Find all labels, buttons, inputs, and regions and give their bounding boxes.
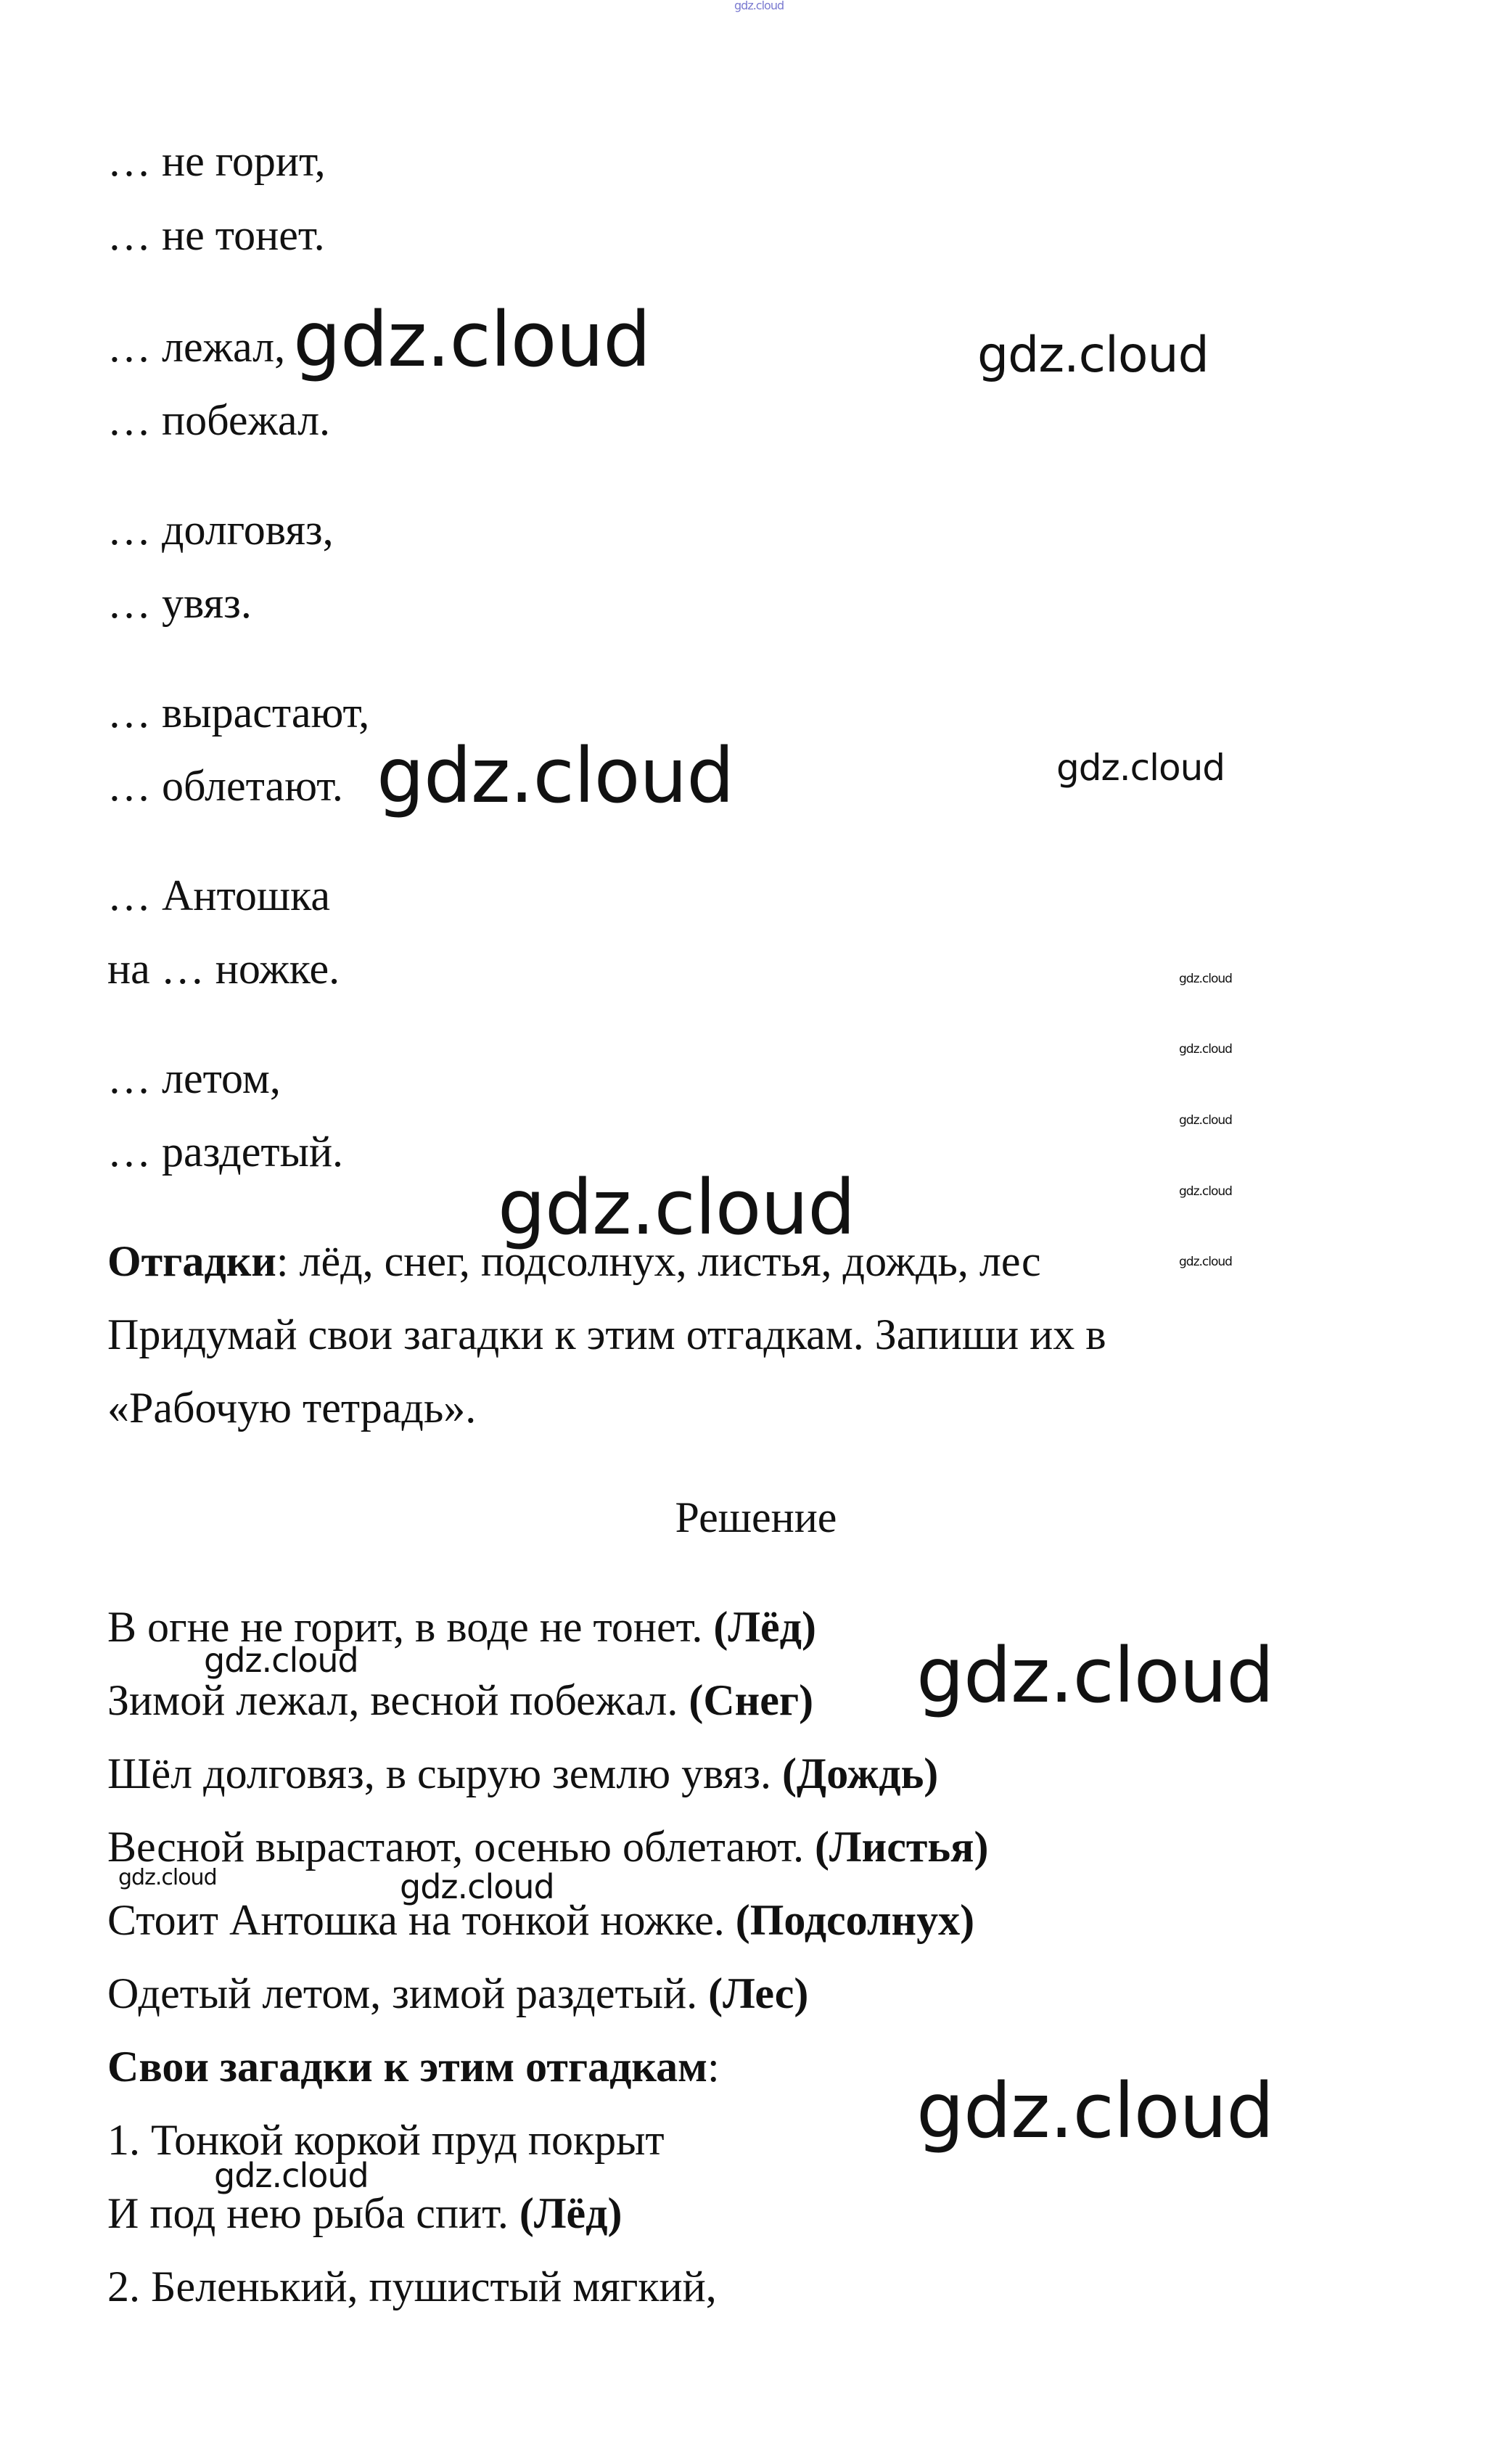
solution-text: В огне не горит, в воде не тонет. xyxy=(107,1603,714,1651)
solution-line-6 xyxy=(107,1967,808,2019)
answers-text: : лёд, снег, подсолнух, листья, дождь, лес xyxy=(276,1237,1041,1285)
own-riddles-colon: : xyxy=(707,2043,720,2091)
solution-text: Одетый летом, зимой раздетый. xyxy=(107,1969,709,2017)
watermark: gdz.cloud xyxy=(214,2156,369,2195)
own-riddles-heading xyxy=(107,2041,720,2093)
watermark: gdz.cloud xyxy=(1179,1042,1232,1057)
riddle-fragment-3: … лежал, xyxy=(107,323,286,371)
own-riddle-line-3: 2. Беленький, пушистый мягкий, xyxy=(107,2263,717,2310)
task-line-1: Придумай свои загадки к этим отгадкам. Запиши их в xyxy=(107,1311,1106,1358)
solution-answer: (Лёд) xyxy=(713,1603,816,1651)
solution-answer: (Лес) xyxy=(708,1969,809,2017)
solution-line-2 xyxy=(107,1674,813,1726)
watermark: gdz.cloud xyxy=(400,1867,554,1906)
riddle-fragment-11: … летом, xyxy=(107,1054,281,1102)
watermark: gdz.cloud xyxy=(498,1163,855,1252)
watermark: gdz.cloud xyxy=(377,731,734,820)
solution-text: Шёл долговяз, в сырую землю увяз. xyxy=(107,1750,782,1797)
solution-answer: (Снег) xyxy=(689,1676,814,1724)
watermark: gdz.cloud xyxy=(1179,1184,1232,1199)
solution-heading: Решение xyxy=(675,1493,837,1541)
riddle-fragment-6: … увяз. xyxy=(107,579,252,627)
solution-text: Зимой лежал, весной побежал. xyxy=(107,1676,689,1724)
riddle-fragment-4: … побежал. xyxy=(107,396,331,444)
watermark: gdz.cloud xyxy=(916,1631,1274,1720)
watermark: gdz.cloud xyxy=(977,327,1209,384)
solution-answer: (Дождь) xyxy=(781,1750,939,1797)
riddle-fragment-9: … Антошка xyxy=(107,872,330,919)
watermark: gdz.cloud xyxy=(1179,1113,1232,1128)
watermark: gdz.cloud xyxy=(118,1865,217,1890)
watermark: gdz.cloud xyxy=(1179,972,1232,986)
watermark: gdz.cloud xyxy=(293,295,651,384)
answers-label: Отгадки xyxy=(107,1237,276,1285)
solution-answer: (Листья) xyxy=(814,1823,989,1871)
watermark: gdz.cloud xyxy=(1179,1255,1232,1269)
riddle-fragment-5: … долговяз, xyxy=(107,506,334,554)
own-riddle-line-1: 1. Тонкой коркой пруд покрыт xyxy=(107,2116,665,2164)
watermark: gdz.cloud xyxy=(1056,747,1225,789)
solution-answer: (Подсолнух) xyxy=(735,1896,975,1944)
riddle-fragment-7: … вырастают, xyxy=(107,689,370,737)
own-riddle-answer: (Лёд) xyxy=(519,2189,623,2237)
riddle-fragment-2: … не тонет. xyxy=(107,211,325,259)
riddle-fragment-10: на … ножке. xyxy=(107,945,340,993)
solution-line-4 xyxy=(107,1821,988,1873)
solution-line-3 xyxy=(107,1747,938,1800)
riddle-fragment-1: … не горит, xyxy=(107,137,326,185)
solution-text: Стоит Антошка на тонкой ножке. xyxy=(107,1896,736,1944)
solution-text: Весной вырастают, осенью облетают. xyxy=(107,1823,815,1871)
own-riddles-label: Свои загадки к этим отгадкам xyxy=(107,2043,707,2091)
watermark: gdz.cloud xyxy=(204,1641,358,1680)
task-line-2: «Рабочую тетрадь». xyxy=(107,1384,477,1432)
riddle-fragment-8: … облетают. xyxy=(107,762,343,810)
riddle-fragment-12: … раздетый. xyxy=(107,1128,344,1176)
watermark-top: gdz.cloud xyxy=(734,0,784,12)
own-riddle-text: И под нею рыба спит. xyxy=(107,2189,519,2237)
watermark: gdz.cloud xyxy=(916,2067,1274,2155)
